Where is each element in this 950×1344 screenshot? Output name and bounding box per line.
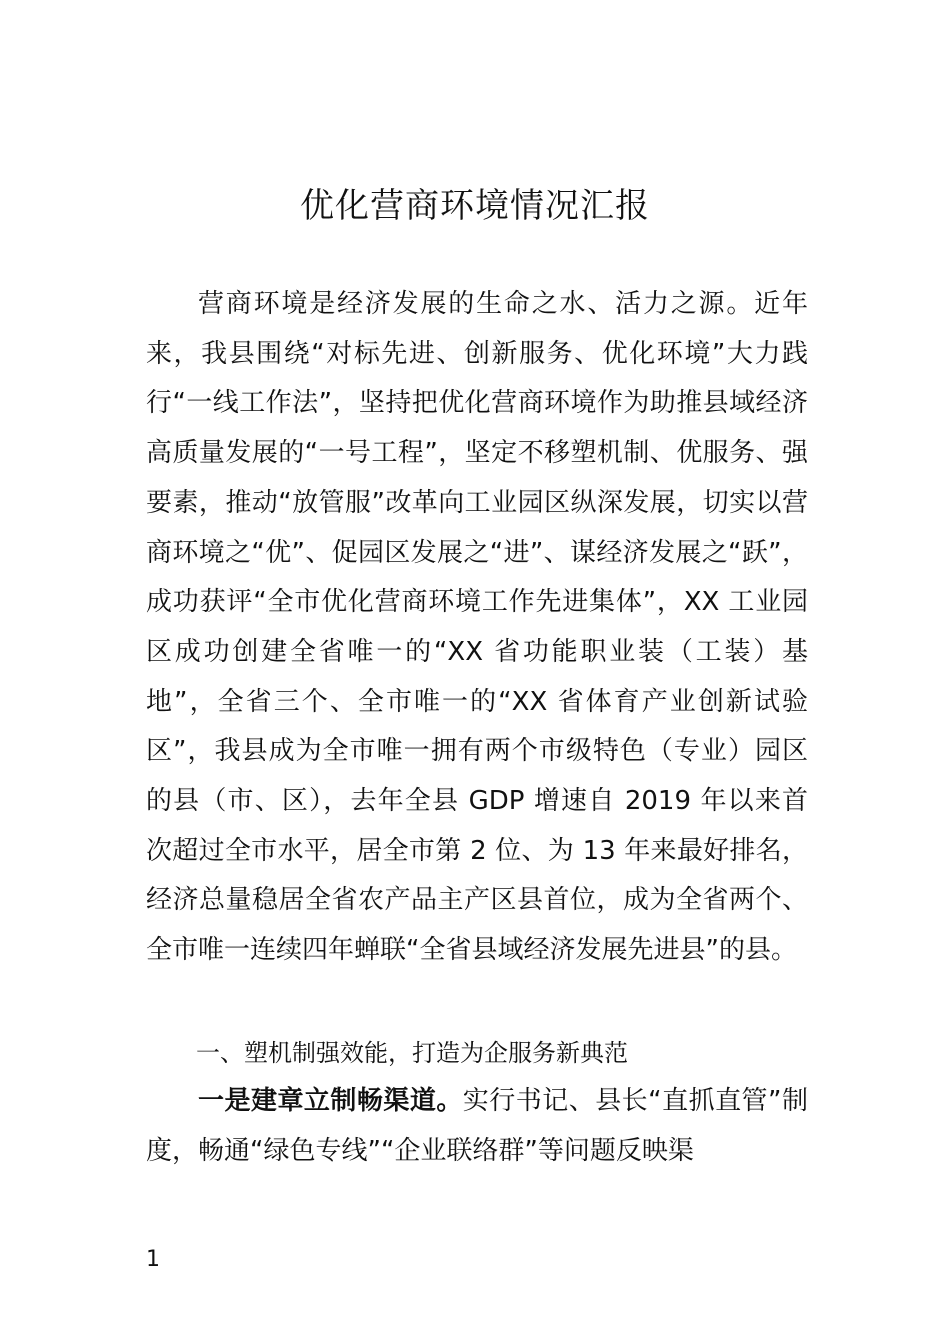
item-1-text: 实行书记、县长“直抓直管”制度，畅通“绿色专线”“企业联络群”等问题反映渠 [146,1086,808,1166]
page-number: 1 [146,1247,160,1272]
intro-paragraph: 营商环境是经济发展的生命之水、活力之源。近年来，我县围绕“对标先进、创新服务、优化环境”大力践行“一线工作法”，坚持把优化营商环境作为助推县域经济高质量发展的“一号工程”，坚定不移塑机制、优服务、强要素，推动“放管服”改革向工业园区纵深发展，切实以营商环境之“优”、促园区发展之“进”、谋经济发展之“跃”，成功获评“全市优化营商环境工作先进集体”，XX 工业园区成功创建全省唯一的“XX 省功能职业装（工装）基地”，全省三个、全市唯一的“XX 省体育产业创新试验区”，我县成为全市唯一拥有两个市级特色（专业）园区的县（市、区），去年全县 GDP 增速自 2019 年以来首次超过全市水平，居全市第 2 位、为 13 年来最好排名，经济总量稳居全省农产品主产区县首位，成为全省两个、全市唯一连续四年蝉联“全省县域经济发展先进县”的县。 [146,289,808,966]
item-1-lead: 一是建章立制畅渠道。 [198,1086,463,1116]
document-title: 优化营商环境情况汇报 [300,186,650,226]
item-1-paragraph [146,1076,808,1176]
intro-paragraph-block [146,280,808,976]
section-heading-1: 一、塑机制强效能，打造为企服务新典范 [196,1039,628,1067]
